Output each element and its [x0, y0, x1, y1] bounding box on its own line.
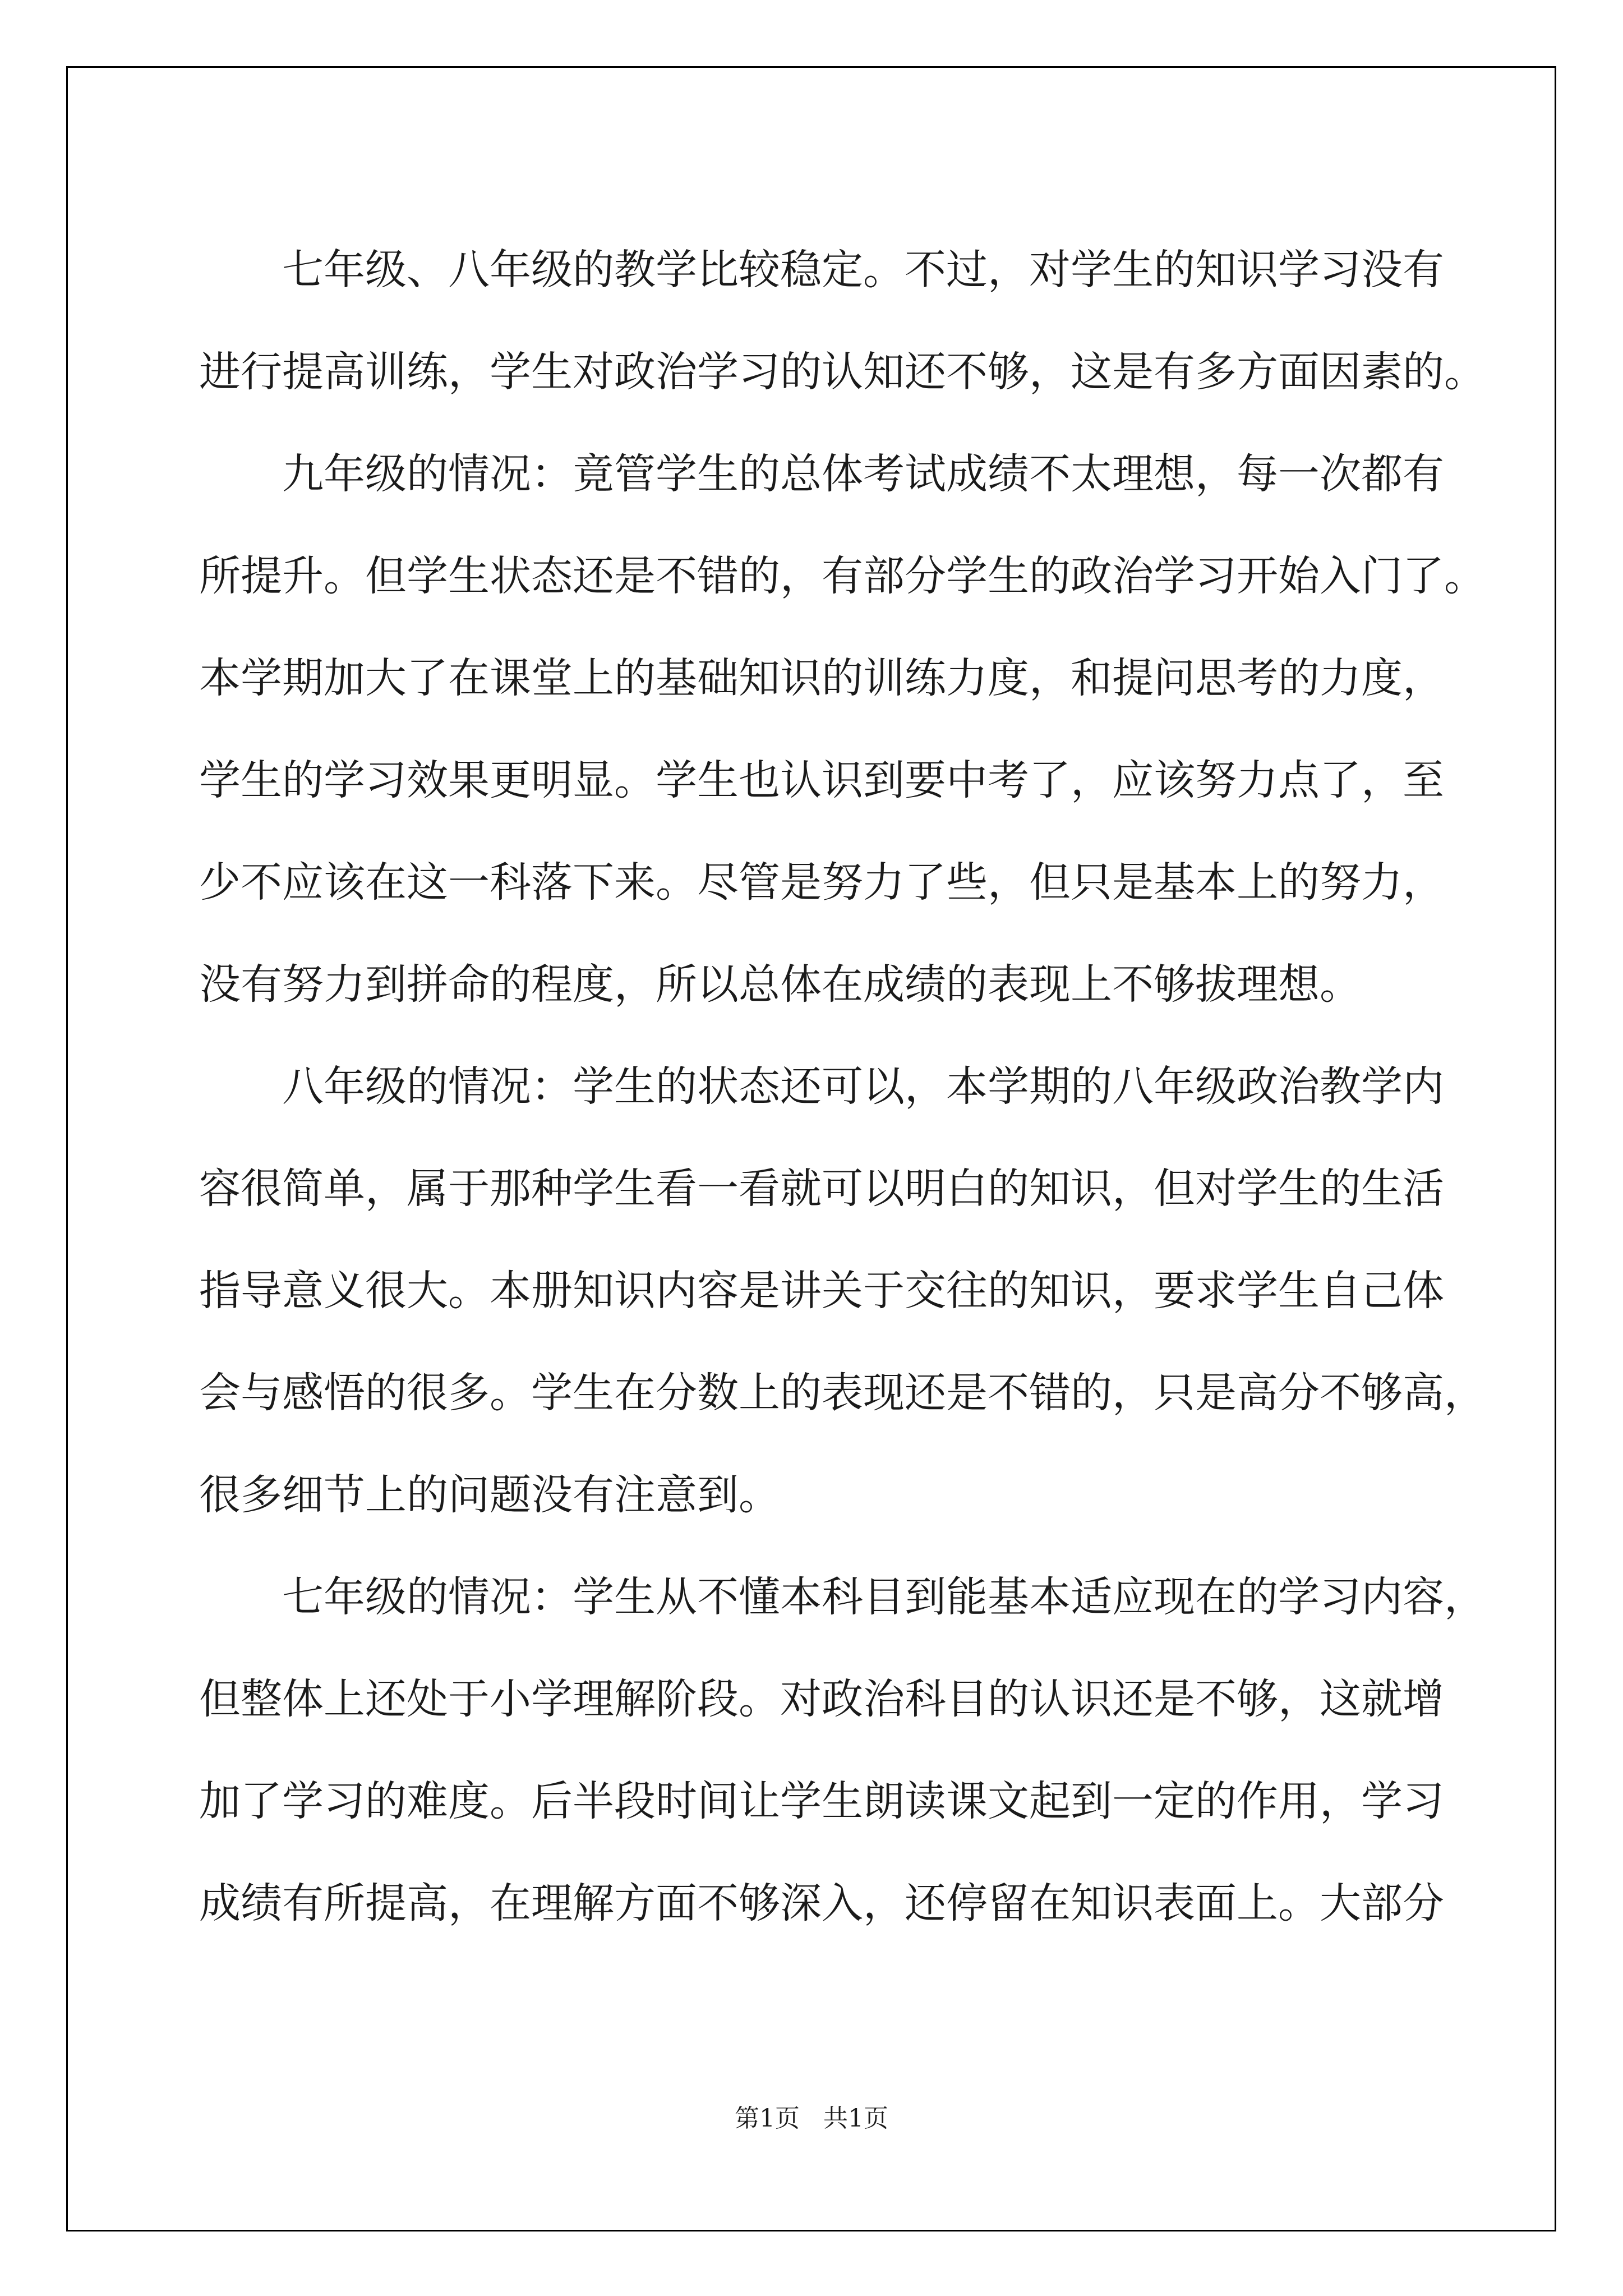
body-line: 加了学习的难度。后半段时间让学生朗读课文起到一定的作用，学习 [199, 1777, 1444, 1825]
body-line: 九年级的情况：竟管学生的总体考试成绩不太理想，每一次都有 [282, 450, 1444, 498]
body-line: 所提升。但学生状态还是不错的，有部分学生的政治学习开始入门了。 [199, 552, 1486, 600]
body-line: 很多细节上的问题没有注意到。 [199, 1471, 780, 1519]
body-line: 七年级、八年级的教学比较稳定。不过，对学生的知识学习没有 [282, 246, 1444, 294]
page-total: 共1页 [823, 2104, 888, 2133]
page-number: 第1页 [735, 2104, 800, 2133]
body-line: 没有努力到拼命的程度，所以总体在成绩的表现上不够拔理想。 [199, 960, 1361, 1009]
document-body [199, 219, 1486, 1954]
body-line: 成绩有所提高，在理解方面不够深入，还停留在知识表面上。大部分 [199, 1879, 1444, 1927]
body-line: 但整体上还处于小学理解阶段。对政治科目的认识还是不够，这就增 [199, 1675, 1444, 1723]
body-line: 学生的学习效果更明显。学生也认识到要中考了，应该努力点了，至 [199, 756, 1444, 804]
body-line: 指导意义很大。本册知识内容是讲关于交往的知识，要求学生自己体 [199, 1267, 1444, 1315]
body-line: 容很简单，属于那种学生看一看就可以明白的知识，但对学生的生活 [199, 1165, 1444, 1213]
page-footer [0, 2098, 1623, 2134]
body-line: 进行提高训练，学生对政治学习的认知还不够，这是有多方面因素的。 [199, 348, 1486, 396]
body-line: 七年级的情况：学生从不懂本科目到能基本适应现在的学习内容， [282, 1573, 1486, 1621]
body-line: 八年级的情况：学生的状态还可以，本学期的八年级政治教学内 [282, 1062, 1444, 1111]
body-line: 会与感悟的很多。学生在分数上的表现还是不错的，只是高分不够高， [199, 1369, 1486, 1417]
body-line: 本学期加大了在课堂上的基础知识的训练力度，和提问思考的力度， [199, 654, 1444, 702]
body-line: 少不应该在这一科落下来。尽管是努力了些，但只是基本上的努力， [199, 858, 1444, 907]
